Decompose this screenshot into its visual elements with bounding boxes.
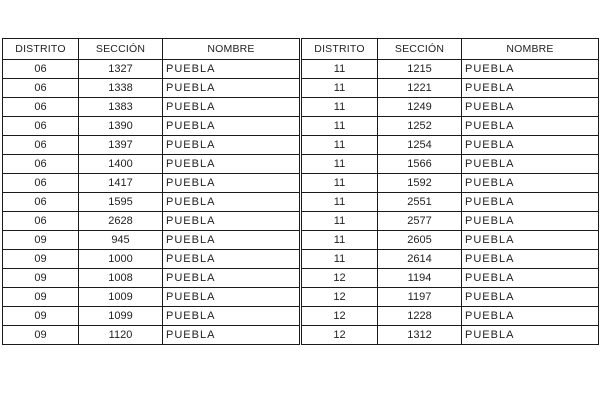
cell-nombre: PUEBLA: [163, 326, 300, 345]
cell-seccion: 1327: [79, 60, 163, 79]
cell-seccion: 945: [79, 231, 163, 250]
cell-nombre: PUEBLA: [462, 250, 599, 269]
table-row: [3, 250, 300, 269]
cell-nombre: PUEBLA: [163, 117, 300, 136]
cell-distrito: 09: [3, 307, 79, 326]
cell-nombre: PUEBLA: [462, 155, 599, 174]
cell-seccion: 2551: [378, 193, 462, 212]
cell-seccion: 1221: [378, 79, 462, 98]
cell-distrito: 12: [302, 307, 378, 326]
table-row: [3, 231, 300, 250]
seccion-table-left: [2, 38, 299, 345]
table-row: [302, 307, 599, 326]
cell-seccion: 1120: [79, 326, 163, 345]
cell-nombre: PUEBLA: [462, 307, 599, 326]
cell-nombre: PUEBLA: [163, 193, 300, 212]
cell-distrito: 12: [302, 288, 378, 307]
cell-nombre: PUEBLA: [163, 231, 300, 250]
table-row: [3, 136, 300, 155]
cell-distrito: 11: [302, 193, 378, 212]
cell-nombre: PUEBLA: [462, 193, 599, 212]
cell-nombre: PUEBLA: [462, 79, 599, 98]
header-seccion: SECCIÓN: [378, 39, 462, 60]
cell-nombre: PUEBLA: [462, 269, 599, 288]
table-row: [302, 250, 599, 269]
cell-distrito: 11: [302, 231, 378, 250]
cell-seccion: 1400: [79, 155, 163, 174]
cell-distrito: 06: [3, 174, 79, 193]
cell-seccion: 1383: [79, 98, 163, 117]
table-header-row: [3, 39, 300, 60]
table-row: [302, 60, 599, 79]
data-table: [301, 38, 599, 345]
cell-seccion: 1009: [79, 288, 163, 307]
cell-seccion: 2605: [378, 231, 462, 250]
cell-nombre: PUEBLA: [163, 174, 300, 193]
cell-distrito: 06: [3, 60, 79, 79]
table-body: [3, 60, 300, 345]
table-row: [3, 307, 300, 326]
table-row: [302, 193, 599, 212]
cell-seccion: 2614: [378, 250, 462, 269]
cell-distrito: 09: [3, 269, 79, 288]
cell-nombre: PUEBLA: [163, 155, 300, 174]
cell-distrito: 09: [3, 288, 79, 307]
table-row: [302, 79, 599, 98]
cell-distrito: 11: [302, 250, 378, 269]
cell-nombre: PUEBLA: [462, 231, 599, 250]
table-row: [3, 326, 300, 345]
cell-seccion: 1008: [79, 269, 163, 288]
cell-distrito: 12: [302, 326, 378, 345]
cell-nombre: PUEBLA: [163, 269, 300, 288]
table-row: [302, 174, 599, 193]
table-row: [302, 231, 599, 250]
cell-nombre: PUEBLA: [462, 136, 599, 155]
cell-distrito: 11: [302, 117, 378, 136]
header-distrito: DISTRITO: [3, 39, 79, 60]
cell-distrito: 11: [302, 155, 378, 174]
cell-seccion: 2577: [378, 212, 462, 231]
table-row: [3, 212, 300, 231]
cell-distrito: 06: [3, 155, 79, 174]
cell-nombre: PUEBLA: [462, 288, 599, 307]
table-row: [302, 136, 599, 155]
cell-nombre: PUEBLA: [462, 212, 599, 231]
cell-seccion: 1312: [378, 326, 462, 345]
table-row: [302, 98, 599, 117]
header-distrito: DISTRITO: [302, 39, 378, 60]
cell-nombre: PUEBLA: [163, 98, 300, 117]
cell-distrito: 06: [3, 193, 79, 212]
cell-nombre: PUEBLA: [163, 60, 300, 79]
cell-distrito: 11: [302, 60, 378, 79]
table-row: [3, 117, 300, 136]
table-row: [302, 326, 599, 345]
cell-distrito: 06: [3, 117, 79, 136]
table-body: [302, 60, 599, 345]
cell-nombre: PUEBLA: [462, 174, 599, 193]
table-header-row: [302, 39, 599, 60]
cell-nombre: PUEBLA: [163, 307, 300, 326]
cell-distrito: 09: [3, 231, 79, 250]
cell-distrito: 09: [3, 326, 79, 345]
cell-nombre: PUEBLA: [462, 98, 599, 117]
table-row: [3, 193, 300, 212]
table-row: [3, 79, 300, 98]
cell-seccion: 1566: [378, 155, 462, 174]
cell-seccion: 1397: [79, 136, 163, 155]
table-row: [3, 98, 300, 117]
table-row: [302, 212, 599, 231]
table-row: [3, 155, 300, 174]
cell-distrito: 06: [3, 136, 79, 155]
cell-distrito: 11: [302, 212, 378, 231]
cell-distrito: 06: [3, 212, 79, 231]
cell-seccion: 1249: [378, 98, 462, 117]
data-table: [2, 38, 300, 345]
cell-nombre: PUEBLA: [163, 212, 300, 231]
cell-nombre: PUEBLA: [163, 288, 300, 307]
cell-distrito: 11: [302, 136, 378, 155]
table-row: [3, 174, 300, 193]
table-row: [302, 155, 599, 174]
cell-seccion: 1228: [378, 307, 462, 326]
cell-distrito: 06: [3, 79, 79, 98]
table-row: [3, 60, 300, 79]
cell-distrito: 06: [3, 98, 79, 117]
cell-seccion: 1099: [79, 307, 163, 326]
cell-seccion: 2628: [79, 212, 163, 231]
cell-seccion: 1592: [378, 174, 462, 193]
header-seccion: SECCIÓN: [79, 39, 163, 60]
cell-seccion: 1417: [79, 174, 163, 193]
cell-distrito: 11: [302, 174, 378, 193]
cell-distrito: 11: [302, 98, 378, 117]
cell-distrito: 11: [302, 79, 378, 98]
cell-seccion: 1595: [79, 193, 163, 212]
cell-seccion: 1252: [378, 117, 462, 136]
cell-seccion: 1215: [378, 60, 462, 79]
seccion-table-right: [301, 38, 598, 345]
cell-seccion: 1254: [378, 136, 462, 155]
cell-seccion: 1194: [378, 269, 462, 288]
cell-distrito: 09: [3, 250, 79, 269]
header-nombre: NOMBRE: [462, 39, 599, 60]
table-row: [3, 269, 300, 288]
cell-seccion: 1197: [378, 288, 462, 307]
header-nombre: NOMBRE: [163, 39, 300, 60]
table-row: [302, 288, 599, 307]
cell-nombre: PUEBLA: [163, 136, 300, 155]
cell-nombre: PUEBLA: [462, 326, 599, 345]
cell-nombre: PUEBLA: [163, 79, 300, 98]
cell-nombre: PUEBLA: [462, 117, 599, 136]
cell-nombre: PUEBLA: [163, 250, 300, 269]
cell-seccion: 1338: [79, 79, 163, 98]
cell-nombre: PUEBLA: [462, 60, 599, 79]
cell-seccion: 1000: [79, 250, 163, 269]
table-row: [302, 117, 599, 136]
table-row: [302, 269, 599, 288]
cell-distrito: 12: [302, 269, 378, 288]
table-row: [3, 288, 300, 307]
cell-seccion: 1390: [79, 117, 163, 136]
